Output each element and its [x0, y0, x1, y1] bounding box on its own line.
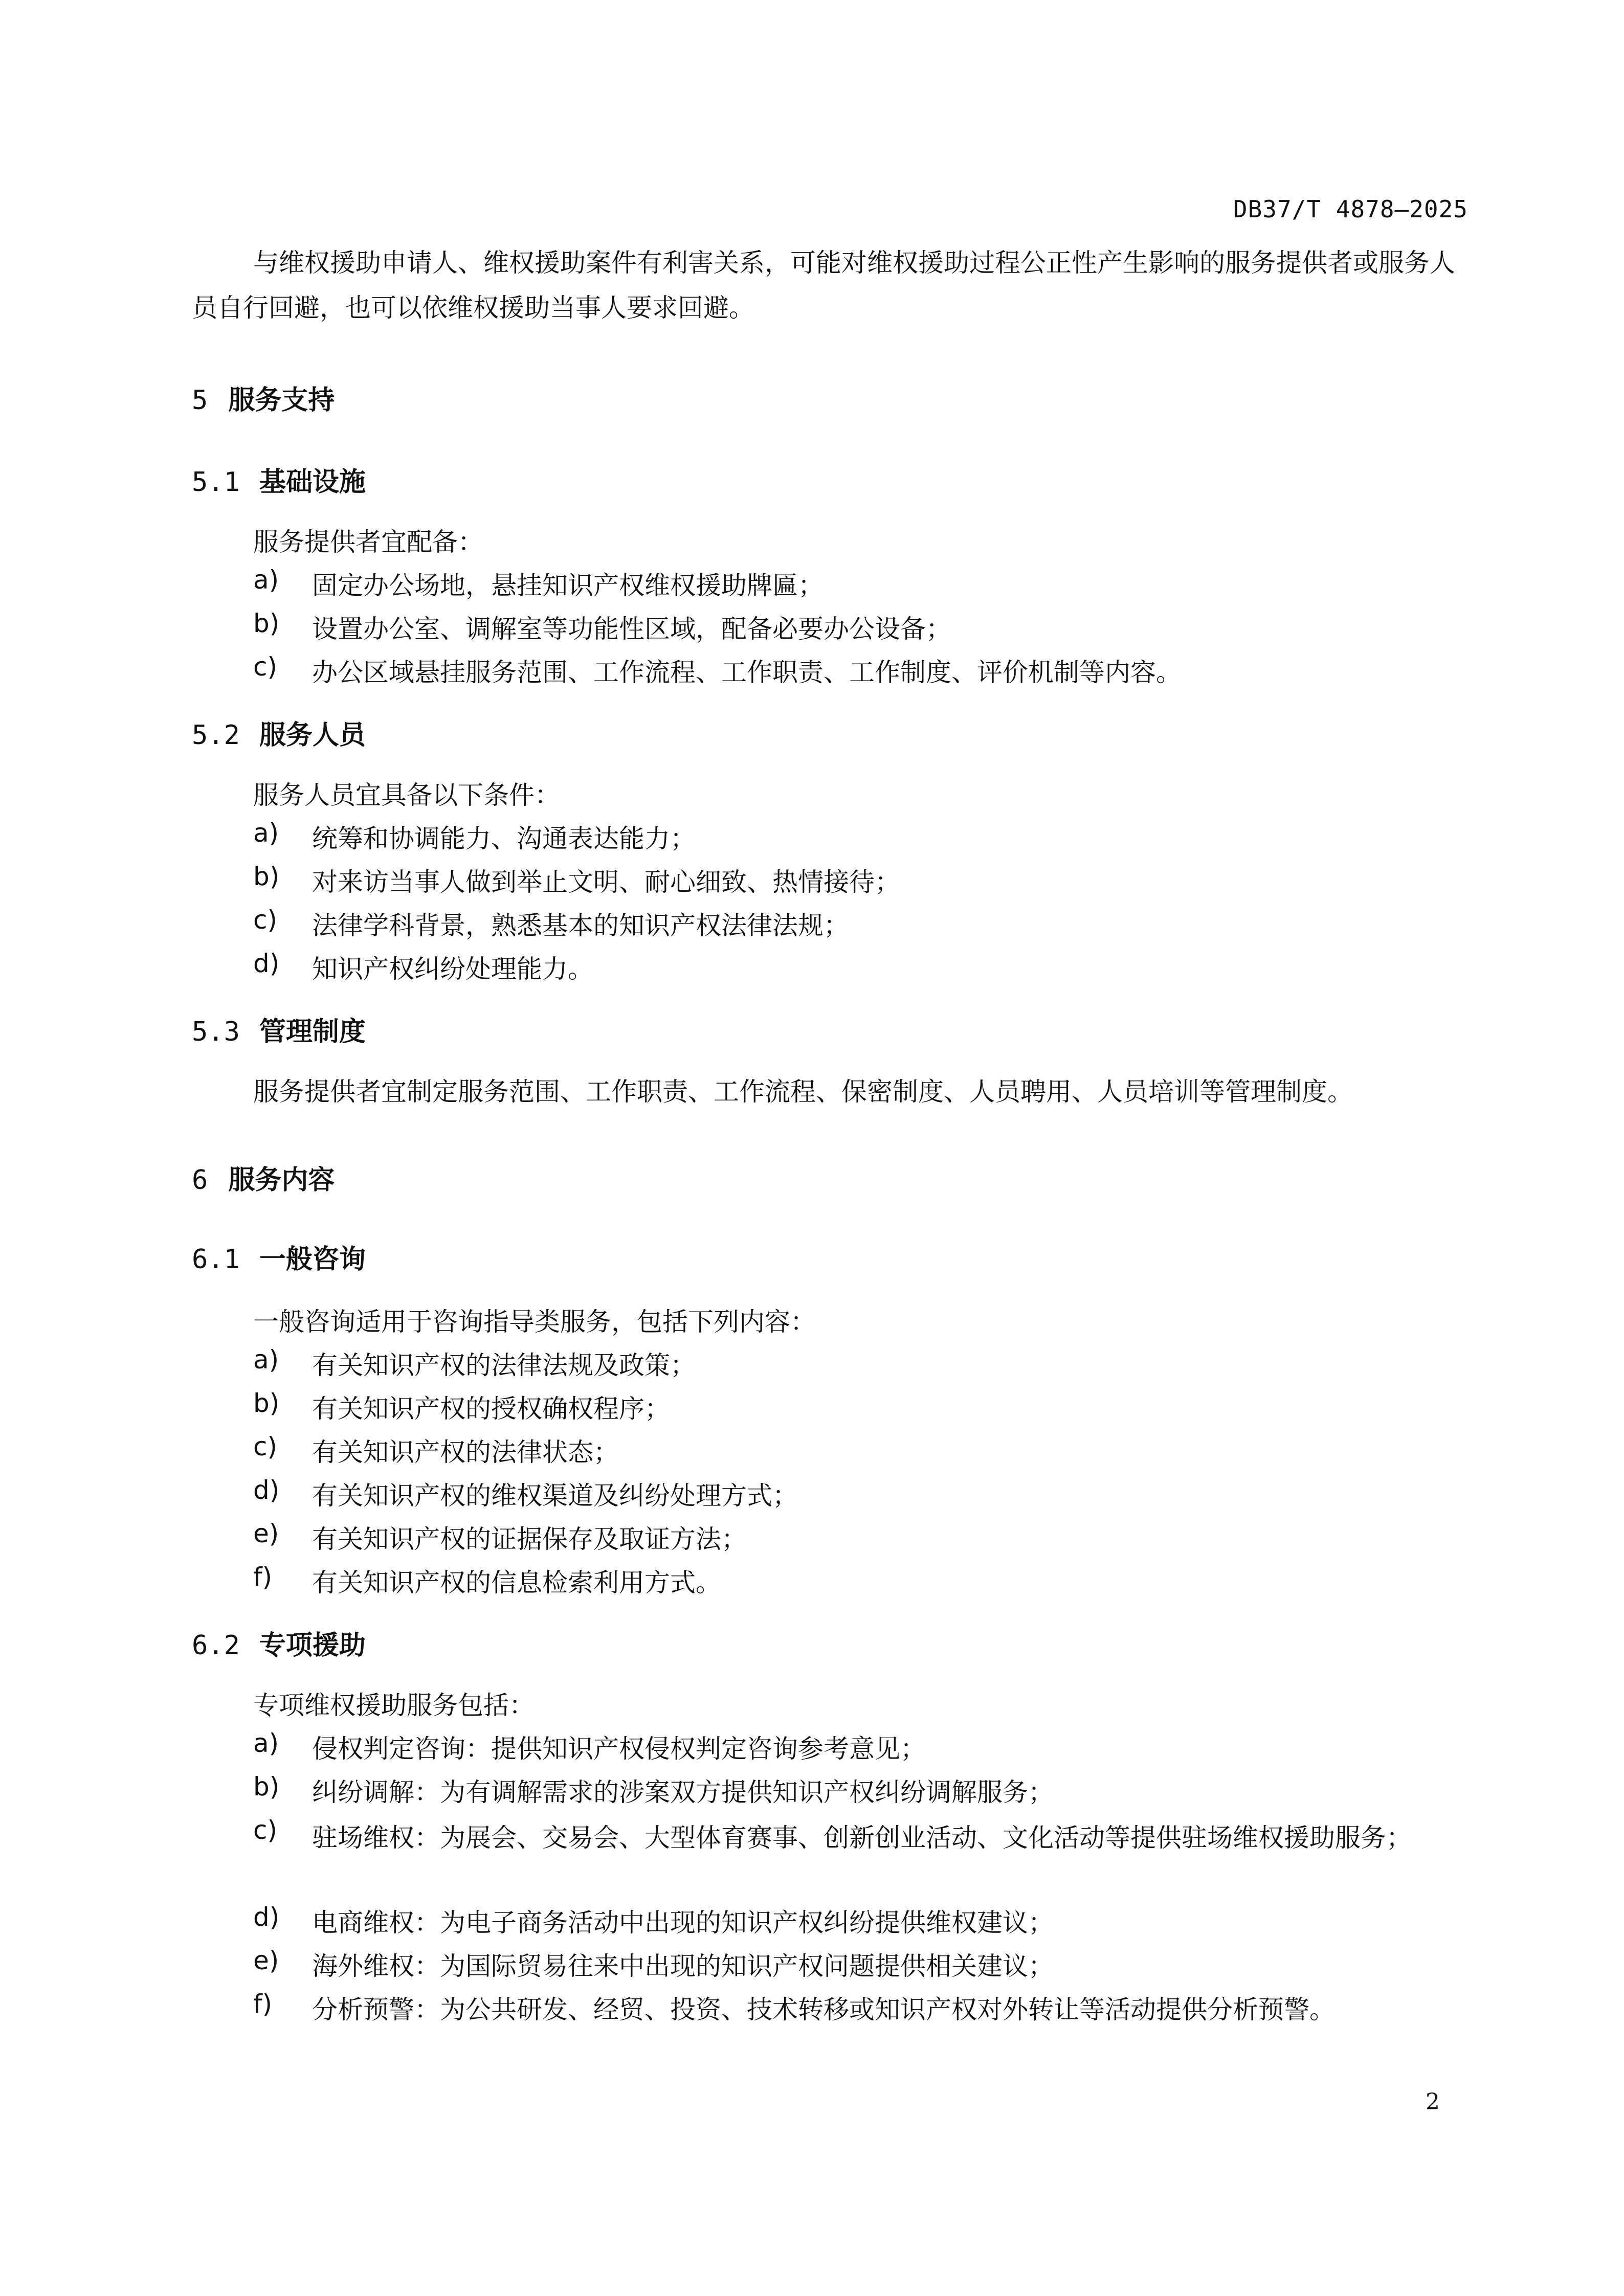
section-heading-5 — [192, 378, 335, 417]
subsection-lead: 专项维权援助服务包括： — [253, 1691, 535, 1720]
list-item-text: 固定办公场地，悬挂知识产权维权援助牌匾； — [312, 571, 824, 600]
list-item-text: 有关知识产权的法律法规及政策； — [312, 1350, 696, 1380]
subsection-heading-6-1 — [192, 1237, 366, 1276]
subsection-lead: 服务提供者宜制定服务范围、工作职责、工作流程、保密制度、人员聘用、人员培训等管理制度。 — [253, 1077, 1353, 1107]
list-marker: f) — [253, 1562, 273, 1592]
list-marker: a) — [253, 818, 279, 848]
list-marker: c) — [253, 1432, 277, 1461]
subsection-lead: 服务提供者宜配备： — [253, 527, 483, 557]
list-marker: c) — [253, 905, 277, 935]
list-item-text: 知识产权纠纷处理能力。 — [312, 954, 593, 984]
list-item-text: 对来访当事人做到举止文明、耐心细致、热情接待； — [312, 867, 900, 897]
intro-paragraph: 与维权援助申请人、维权援助案件有利害关系，可能对维权援助过程公正性产生影响的服务提供者或服务人员自行回避，也可以依维权援助当事人要求回避。 — [192, 248, 1455, 323]
list-marker: b) — [253, 1388, 280, 1418]
subsection-number: 5.2 — [192, 720, 240, 751]
subsection-lead: 服务人员宜具备以下条件： — [253, 780, 560, 810]
subsection-title: 管理制度 — [259, 1017, 366, 1047]
list-marker: b) — [253, 862, 280, 891]
subsection-heading-5-3 — [192, 1010, 366, 1048]
list-marker: c) — [253, 652, 277, 682]
list-marker: d) — [253, 1475, 280, 1505]
list-item-text: 有关知识产权的证据保存及取证方法； — [312, 1524, 747, 1554]
list-item-text: 有关知识产权的授权确权程序； — [312, 1394, 670, 1424]
subsection-title: 服务人员 — [259, 720, 366, 751]
list-item-text: 法律学科背景，熟悉基本的知识产权法律法规； — [312, 911, 849, 940]
list-marker: a) — [253, 1345, 279, 1375]
subsection-number: 5.1 — [192, 467, 240, 498]
subsection-number: 6.2 — [192, 1630, 240, 1661]
subsection-number: 6.1 — [192, 1244, 240, 1275]
subsection-lead: 一般咨询适用于咨询指导类服务，包括下列内容： — [253, 1307, 816, 1337]
list-item-text: 有关知识产权的法律状态； — [312, 1437, 619, 1467]
subsection-title: 基础设施 — [259, 467, 366, 498]
section-title: 服务内容 — [228, 1165, 335, 1196]
document-id: DB37/T 4878—2025 — [1233, 195, 1468, 223]
list-marker: e) — [253, 1519, 279, 1548]
list-item-text: 电商维权：为电子商务活动中出现的知识产权纠纷提供维权建议； — [312, 1908, 1054, 1938]
list-item-text: 驻场维权：为展会、交易会、大型体育赛事、创新创业活动、文化活动等提供驻场维权援助服务； — [312, 1823, 1412, 1853]
list-marker: d) — [253, 1902, 280, 1932]
subsection-number: 5.3 — [192, 1017, 240, 1047]
list-marker: f) — [253, 1989, 273, 2019]
list-item-text: 侵权判定咨询：提供知识产权侵权判定咨询参考意见； — [312, 1734, 926, 1764]
page-number: 2 — [1426, 2089, 1440, 2115]
list-item-text: 海外维权：为国际贸易往来中出现的知识产权问题提供相关建议； — [312, 1951, 1054, 1981]
list-item-text: 统筹和协调能力、沟通表达能力； — [312, 824, 696, 853]
list-marker: c) — [253, 1815, 277, 1845]
list-marker: e) — [253, 1946, 279, 1975]
subsection-heading-5-1 — [192, 460, 366, 499]
list-marker: b) — [253, 609, 280, 638]
list-marker: b) — [253, 1772, 280, 1802]
section-number: 5 — [192, 385, 208, 416]
list-item-text: 纠纷调解：为有调解需求的涉案双方提供知识产权纠纷调解服务； — [312, 1777, 1054, 1807]
section-heading-6 — [192, 1158, 335, 1197]
list-item-text: 有关知识产权的信息检索利用方式。 — [312, 1568, 721, 1597]
subsection-title: 一般咨询 — [259, 1244, 366, 1275]
subsection-heading-5-2 — [192, 713, 366, 752]
list-marker: a) — [253, 1728, 279, 1758]
list-item-text: 设置办公室、调解室等功能性区域，配备必要办公设备； — [312, 614, 951, 644]
subsection-title: 专项援助 — [259, 1630, 366, 1661]
list-item-text: 分析预警：为公共研发、经贸、投资、技术转移或知识产权对外转让等活动提供分析预警。 — [312, 1995, 1335, 2024]
list-marker: a) — [253, 565, 279, 595]
subsection-heading-6-2 — [192, 1624, 366, 1662]
section-number: 6 — [192, 1165, 208, 1196]
section-title: 服务支持 — [228, 385, 335, 416]
list-marker: d) — [253, 949, 280, 978]
list-item-text: 办公区域悬挂服务范围、工作流程、工作职责、工作制度、评价机制等内容。 — [312, 658, 1182, 687]
list-item-text: 有关知识产权的维权渠道及纠纷处理方式； — [312, 1481, 798, 1511]
